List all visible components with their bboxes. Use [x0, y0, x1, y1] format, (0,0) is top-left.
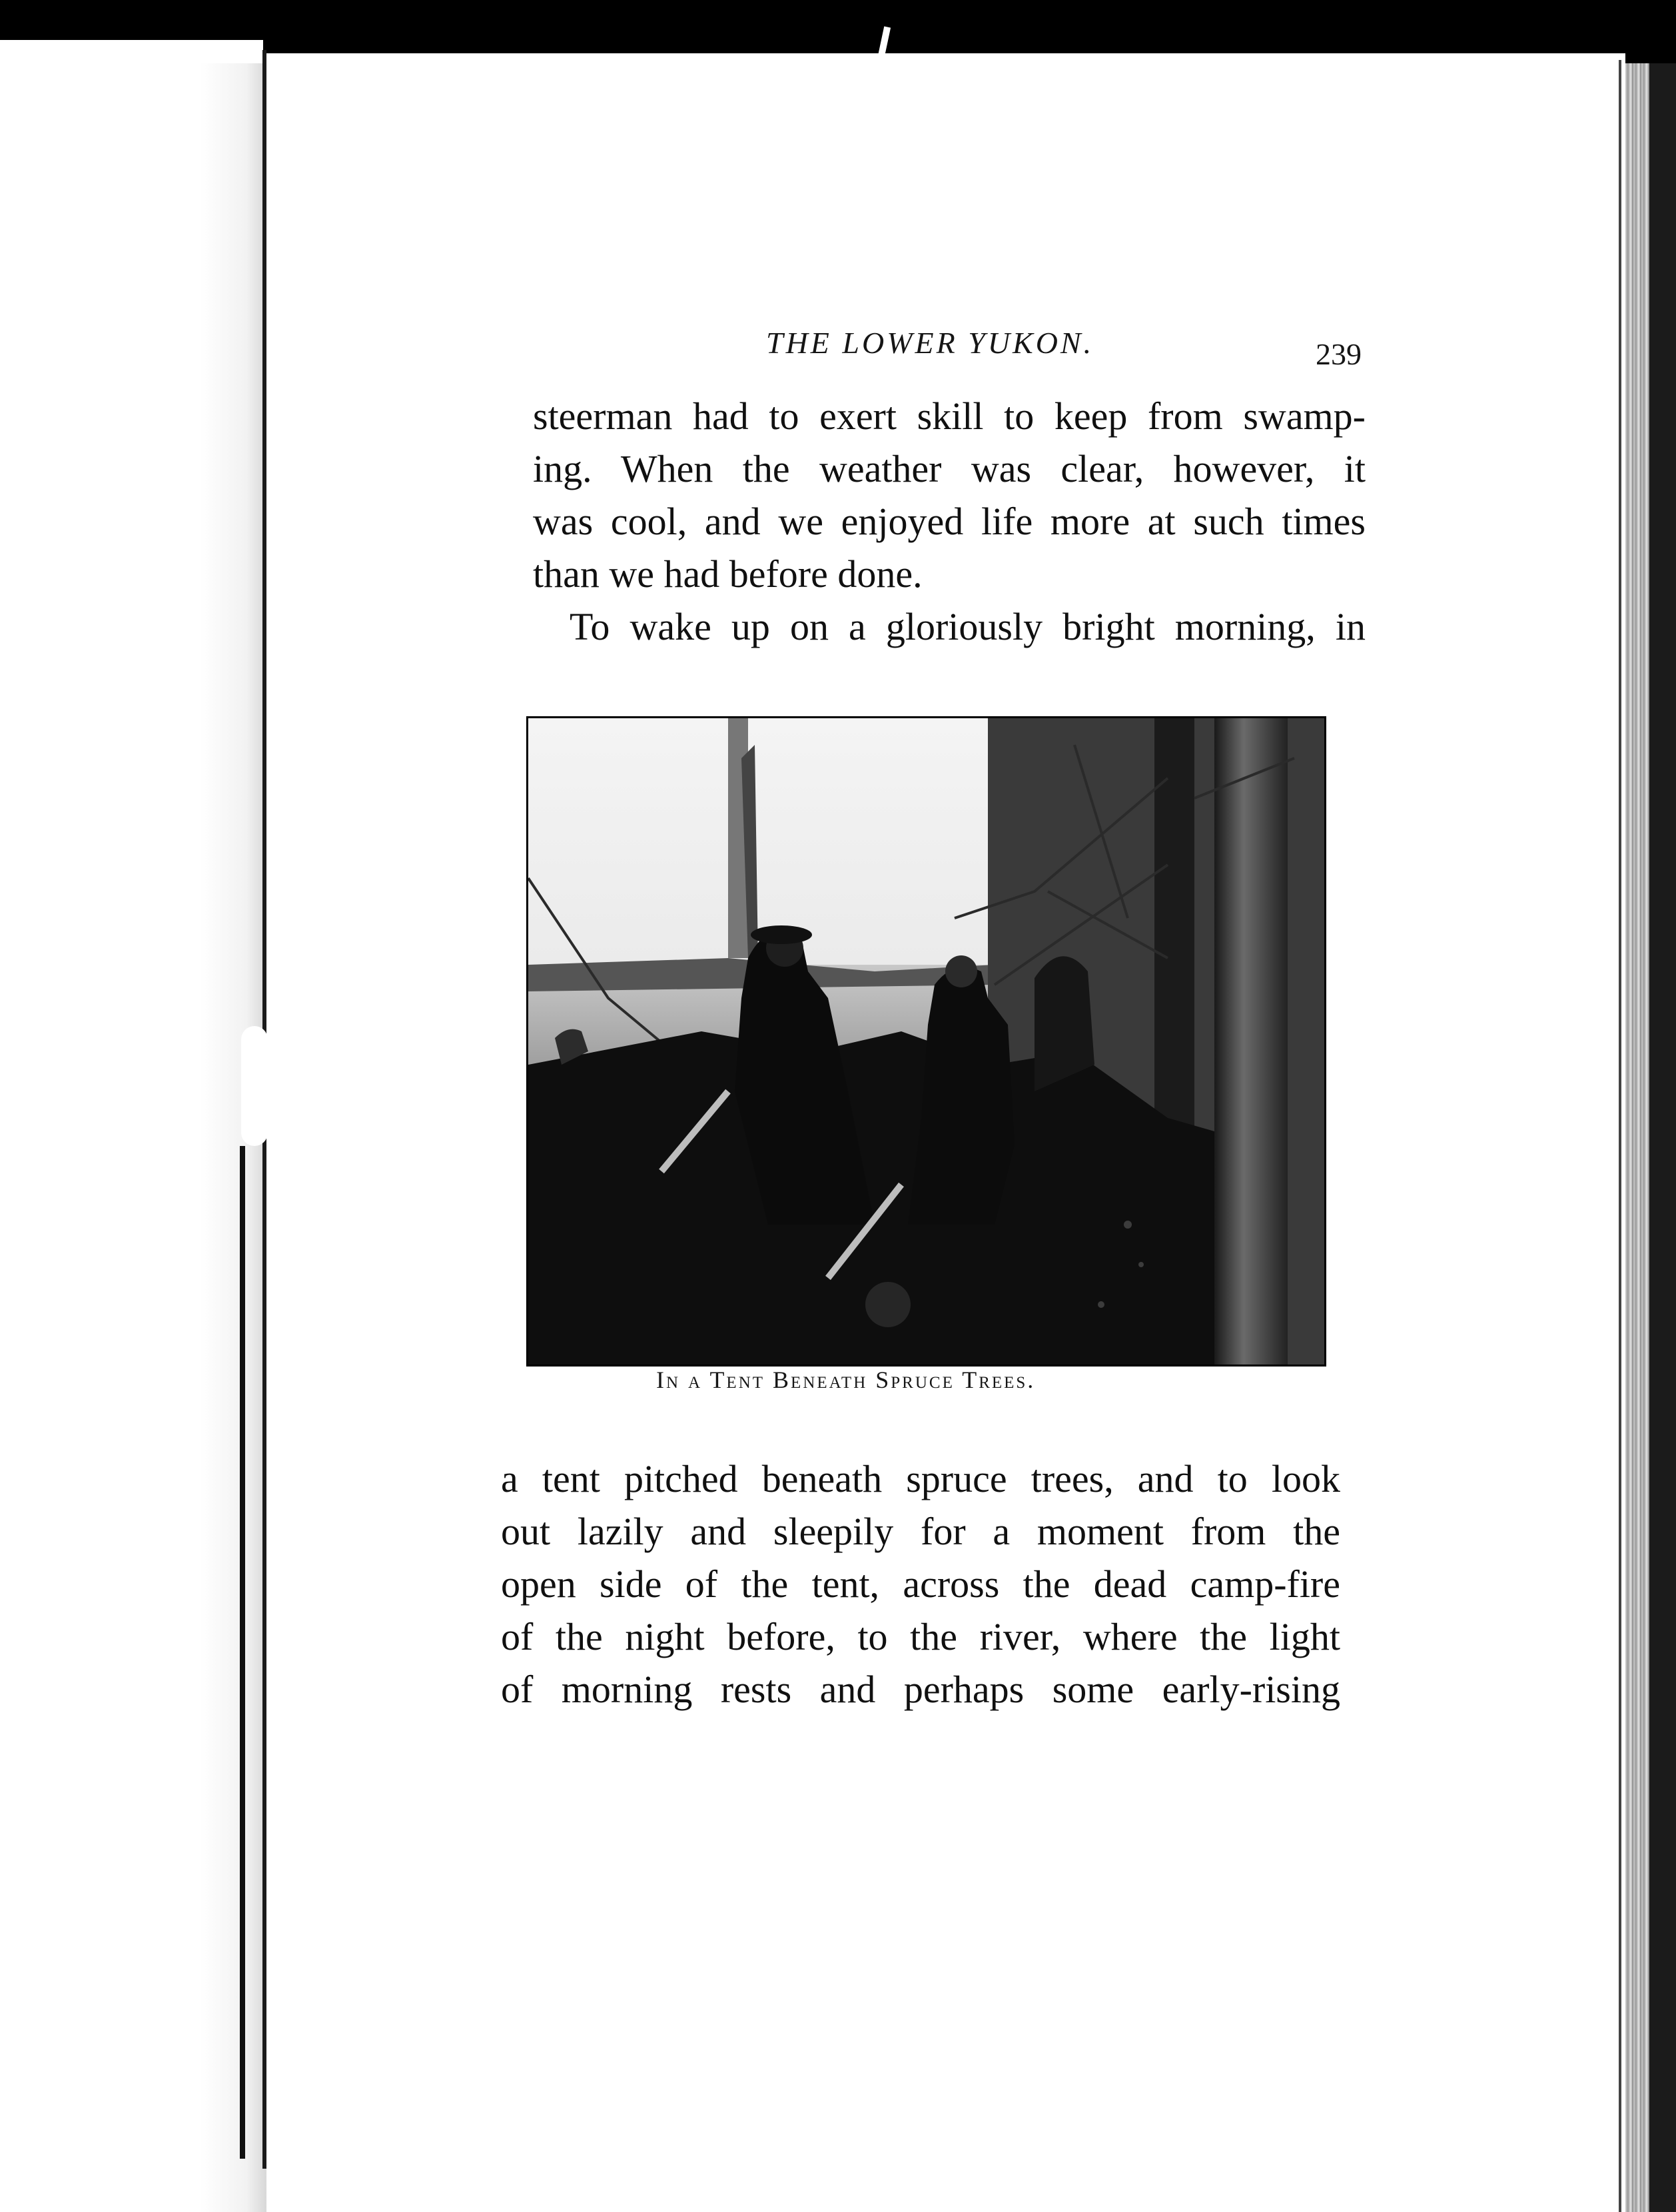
gutter-highlight [241, 1026, 268, 1146]
text-line: ing. When the weather was clear, however, it [533, 447, 1366, 490]
gutter-shadow [240, 1146, 245, 2159]
paragraph-bottom [501, 1452, 1340, 1716]
text-line: was cool, and we enjoyed life more at such times [533, 500, 1366, 543]
page-edge-line [1619, 60, 1621, 2212]
text-line: of the night before, to the river, where the light [501, 1615, 1340, 1658]
paragraph-top [533, 390, 1366, 653]
running-head: THE LOWER YUKON. [766, 326, 1094, 360]
figure-photograph [526, 716, 1326, 1367]
text-line: open side of the tent, across the dead camp-fire [501, 1562, 1340, 1606]
photo-image [528, 718, 1324, 1365]
figure-caption: In a Tent Beneath Spruce Trees. [656, 1367, 1036, 1393]
text-line: To wake up on a gloriously bright morning, in [570, 605, 1366, 648]
text-line: steerman had to exert skill to keep from swamp- [533, 394, 1366, 438]
text-line: a tent pitched beneath spruce trees, and to look [501, 1457, 1340, 1500]
text-line: of morning rests and perhaps some early-rising [501, 1668, 1340, 1711]
text-line: out lazily and sleepily for a moment from the [501, 1510, 1340, 1553]
scan-right-border [1649, 63, 1676, 2212]
page-number: 239 [1316, 337, 1362, 371]
text-line: than we had before done. [533, 552, 923, 596]
